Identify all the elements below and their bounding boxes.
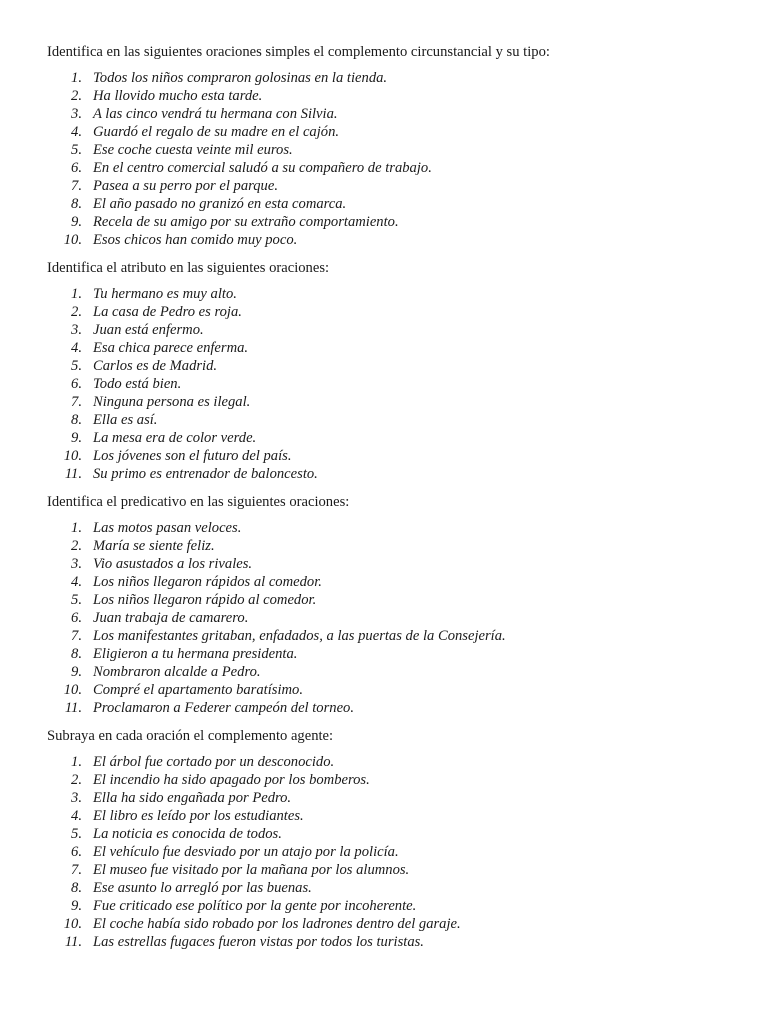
- list-item: [47, 519, 727, 537]
- list-item: [47, 213, 727, 231]
- item-text: Ese asunto lo arregló por las buenas.: [93, 880, 312, 896]
- item-text: El libro es leído por los estudiantes.: [93, 808, 304, 824]
- list-item: [47, 681, 727, 699]
- list-item: [47, 285, 727, 303]
- item-number: 7.: [71, 178, 82, 194]
- item-number: 3.: [71, 106, 82, 122]
- item-number: 11.: [64, 934, 82, 950]
- item-number: 3.: [71, 790, 82, 806]
- item-text: Ella ha sido engañada por Pedro.: [93, 790, 292, 806]
- list-item: [47, 465, 727, 483]
- item-text: El año pasado no granizó en esta comarca.: [93, 196, 347, 212]
- item-text: Los niños llegaron rápido al comedor.: [93, 592, 317, 608]
- list-item: [47, 141, 727, 159]
- item-text: El árbol fue cortado por un desconocido.: [93, 754, 335, 770]
- item-number: 10.: [63, 916, 82, 932]
- exercise-instruction: Identifica el atributo en las siguientes oraciones:: [47, 260, 330, 276]
- item-text: El incendio ha sido apagado por los bomberos.: [93, 772, 370, 788]
- item-number: 1.: [71, 286, 82, 302]
- item-number: 1.: [71, 70, 82, 86]
- item-text: Los niños llegaron rápidos al comedor.: [93, 574, 322, 590]
- list-item: [47, 771, 727, 789]
- list-item: [47, 897, 727, 915]
- item-text: Las motos pasan veloces.: [93, 520, 242, 536]
- sentence-list: [47, 753, 727, 951]
- item-number: 7.: [71, 394, 82, 410]
- item-number: 6.: [71, 610, 82, 626]
- item-number: 4.: [71, 574, 82, 590]
- exercise-instruction: Identifica el predicativo en las siguientes oraciones:: [47, 494, 350, 510]
- item-number: 5.: [71, 826, 82, 842]
- item-text: A las cinco vendrá tu hermana con Silvia.: [93, 106, 338, 122]
- item-text: Vio asustados a los rivales.: [93, 556, 253, 572]
- item-number: 9.: [71, 214, 82, 230]
- list-item: [47, 321, 727, 339]
- exercise-predicative: [47, 493, 727, 717]
- item-text: Las estrellas fugaces fueron vistas por todos los turistas.: [93, 934, 424, 950]
- item-text: Eligieron a tu hermana presidenta.: [93, 646, 298, 662]
- list-item: [47, 573, 727, 591]
- item-text: Todo está bien.: [93, 376, 182, 392]
- item-text: Esos chicos han comido muy poco.: [93, 232, 298, 248]
- item-text: Nombraron alcalde a Pedro.: [93, 664, 261, 680]
- list-item: [47, 123, 727, 141]
- item-text: El coche había sido robado por los ladrones dentro del garaje.: [93, 916, 461, 932]
- sentence-list: [47, 519, 727, 717]
- list-item: [47, 393, 727, 411]
- item-text: Juan está enfermo.: [93, 322, 204, 338]
- item-number: 2.: [71, 772, 82, 788]
- item-number: 9.: [71, 430, 82, 446]
- item-number: 4.: [71, 808, 82, 824]
- item-text: Los jóvenes son el futuro del país.: [93, 448, 292, 464]
- item-text: La casa de Pedro es roja.: [93, 304, 242, 320]
- list-item: [47, 231, 727, 249]
- item-number: 11.: [64, 466, 82, 482]
- item-text: Juan trabaja de camarero.: [93, 610, 249, 626]
- item-number: 2.: [71, 538, 82, 554]
- item-text: Proclamaron a Federer campeón del torneo.: [93, 700, 355, 716]
- item-text: Su primo es entrenador de baloncesto.: [93, 466, 318, 482]
- list-item: [47, 789, 727, 807]
- item-text: Tu hermano es muy alto.: [93, 286, 237, 302]
- list-item: [47, 429, 727, 447]
- list-item: [47, 411, 727, 429]
- list-item: [47, 555, 727, 573]
- sentence-list: [47, 69, 727, 249]
- item-number: 8.: [71, 196, 82, 212]
- list-item: [47, 105, 727, 123]
- item-text: En el centro comercial saludó a su compañero de trabajo.: [93, 160, 432, 176]
- item-text: La noticia es conocida de todos.: [93, 826, 282, 842]
- item-number: 10.: [63, 682, 82, 698]
- item-text: Recela de su amigo por su extraño comportamiento.: [93, 214, 399, 230]
- item-text: Ella es así.: [93, 412, 158, 428]
- list-item: [47, 339, 727, 357]
- list-item: [47, 609, 727, 627]
- item-number: 5.: [71, 358, 82, 374]
- list-item: [47, 645, 727, 663]
- list-item: [47, 375, 727, 393]
- list-item: [47, 537, 727, 555]
- item-number: 5.: [71, 592, 82, 608]
- exercise-instruction: Identifica en las siguientes oraciones simples el complemento circunstancial y su tipo:: [47, 44, 550, 60]
- item-number: 4.: [71, 340, 82, 356]
- item-number: 6.: [71, 376, 82, 392]
- item-text: Guardó el regalo de su madre en el cajón.: [93, 124, 340, 140]
- exercise-circumstantial: [47, 43, 727, 249]
- item-number: 3.: [71, 556, 82, 572]
- item-text: La mesa era de color verde.: [93, 430, 257, 446]
- item-number: 3.: [71, 322, 82, 338]
- item-text: María se siente feliz.: [93, 538, 215, 554]
- list-item: [47, 87, 727, 105]
- item-number: 5.: [71, 142, 82, 158]
- list-item: [47, 825, 727, 843]
- list-item: [47, 879, 727, 897]
- item-text: El museo fue visitado por la mañana por los alumnos.: [93, 862, 410, 878]
- item-text: Ha llovido mucho esta tarde.: [93, 88, 263, 104]
- exercise-instruction: Subraya en cada oración el complemento agente:: [47, 728, 334, 744]
- list-item: [47, 843, 727, 861]
- item-number: 1.: [71, 520, 82, 536]
- item-text: Compré el apartamento baratísimo.: [93, 682, 303, 698]
- item-number: 11.: [64, 700, 82, 716]
- item-text: Esa chica parece enferma.: [93, 340, 249, 356]
- item-number: 10.: [63, 448, 82, 464]
- item-text: Carlos es de Madrid.: [93, 358, 218, 374]
- item-text: Ese coche cuesta veinte mil euros.: [93, 142, 293, 158]
- item-number: 2.: [71, 304, 82, 320]
- item-text: Todos los niños compraron golosinas en la tienda.: [93, 70, 388, 86]
- exercise-attribute: [47, 259, 727, 483]
- list-item: [47, 591, 727, 609]
- list-item: [47, 303, 727, 321]
- item-text: El vehículo fue desviado por un atajo por la policía.: [93, 844, 399, 860]
- list-item: [47, 195, 727, 213]
- list-item: [47, 753, 727, 771]
- list-item: [47, 627, 727, 645]
- item-number: 2.: [71, 88, 82, 104]
- list-item: [47, 807, 727, 825]
- item-text: Fue criticado ese político por la gente por incoherente.: [93, 898, 417, 914]
- list-item: [47, 933, 727, 951]
- item-number: 1.: [71, 754, 82, 770]
- list-item: [47, 663, 727, 681]
- item-number: 7.: [71, 862, 82, 878]
- item-number: 8.: [71, 646, 82, 662]
- item-number: 9.: [71, 898, 82, 914]
- item-text: Ninguna persona es ilegal.: [93, 394, 251, 410]
- item-text: Los manifestantes gritaban, enfadados, a las puertas de la Consejería.: [93, 628, 506, 644]
- list-item: [47, 177, 727, 195]
- item-number: 8.: [71, 412, 82, 428]
- list-item: [47, 447, 727, 465]
- item-number: 6.: [71, 844, 82, 860]
- list-item: [47, 357, 727, 375]
- list-item: [47, 69, 727, 87]
- item-number: 8.: [71, 880, 82, 896]
- item-number: 6.: [71, 160, 82, 176]
- item-number: 7.: [71, 628, 82, 644]
- list-item: [47, 699, 727, 717]
- item-number: 10.: [63, 232, 82, 248]
- list-item: [47, 861, 727, 879]
- exercise-agent-complement: [47, 727, 727, 951]
- list-item: [47, 915, 727, 933]
- list-item: [47, 159, 727, 177]
- item-text: Pasea a su perro por el parque.: [93, 178, 278, 194]
- item-number: 9.: [71, 664, 82, 680]
- item-number: 4.: [71, 124, 82, 140]
- sentence-list: [47, 285, 727, 483]
